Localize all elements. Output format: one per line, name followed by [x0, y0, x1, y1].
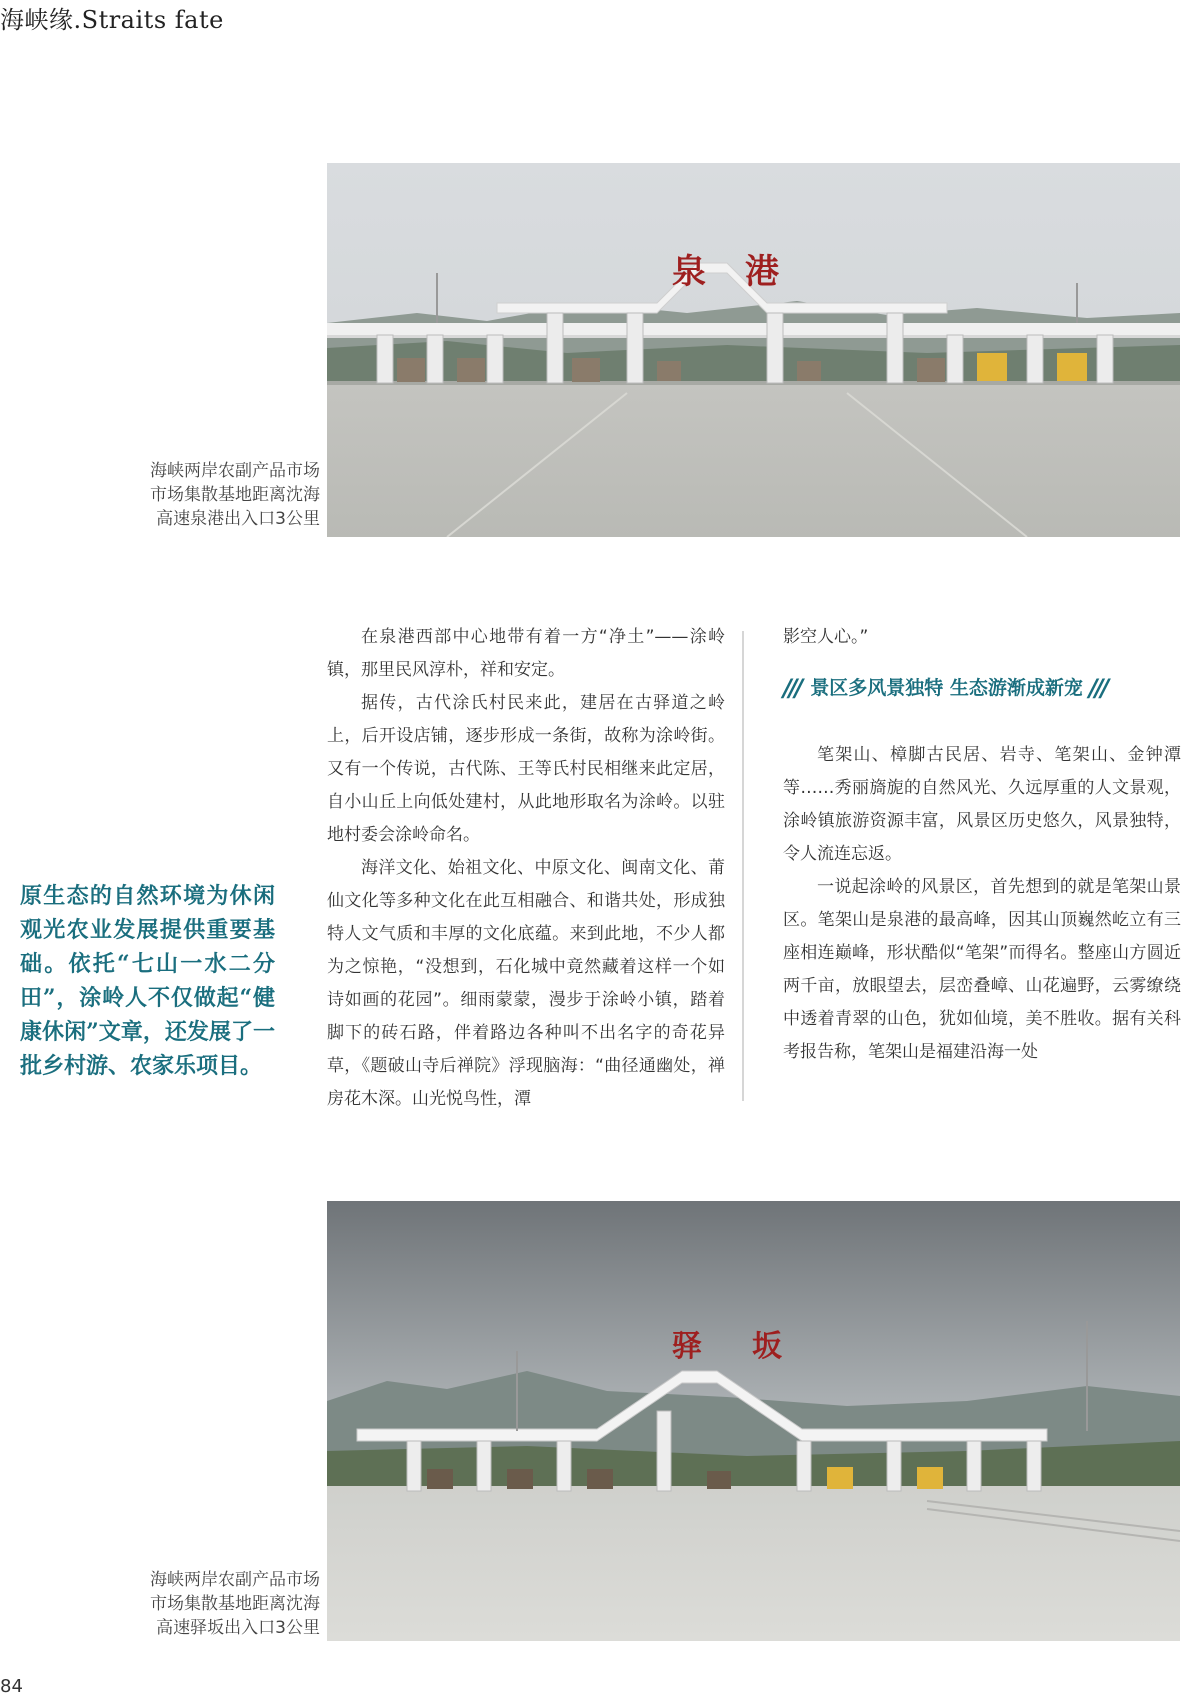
toll-gate-photo-quangang — [327, 163, 1180, 537]
paragraph: 海洋文化、始祖文化、中原文化、闽南文化、莆仙文化等多种文化在此互相融合、和谐共处，形成独特人文气质和丰厚的文化底蕴。来到此地，不少人都为之惊艳，“没想到，石化城中竟然藏着这样一个如诗如画的花园”。细雨蒙蒙，漫步于涂岭小镇，踏着脚下的砖石路，伴着路边各种叫不出名字的奇花异草，《题破山寺后禅院》浮现脑海：“曲径通幽处，禅房花木深。山光悦鸟性，潭 — [327, 858, 725, 1109]
photo-caption-quangang: 海峡两岸农副产品市场市场集散基地距离沈海高速泉港出入口3公里 — [150, 461, 320, 529]
subheading-text: 景区多风景独特 生态游渐成新宠 — [810, 677, 1083, 699]
paragraph: 据传，古代涂氏村民来此，建居在古驿道之岭上，后开设店铺，逐步形成一条街，故称为涂岭街。又有一个传说，古代陈、王等氏村民相继来此定居，自小山丘上向低处建村，从此地形取名为涂岭。以驻地村委会涂岭命名。 — [327, 693, 725, 845]
slash-decoration-right: /// — [1088, 674, 1107, 702]
magazine-header: 海峡缘.Straits fate — [0, 6, 224, 34]
section-subheading — [783, 672, 1181, 705]
article-column-2 — [783, 621, 1181, 1069]
toll-sign-char-1: 泉 — [672, 252, 706, 292]
paragraph: 在泉港西部中心地带有着一方“净土”——涂岭镇，那里民风淳朴，祥和安定。 — [327, 627, 725, 680]
photo-caption-yiban: 海峡两岸农副产品市场市场集散基地距离沈海高速驿坂出入口3公里 — [150, 1570, 320, 1638]
toll-sign-char-2: 坂 — [752, 1329, 782, 1364]
slash-decoration-left: /// — [783, 674, 801, 702]
paragraph-continued: 影空人心。” — [783, 627, 869, 647]
paragraph: 一说起涂岭的风景区，首先想到的就是笔架山景区。笔架山是泉港的最高峰，因其山顶巍然屹立有三座相连巅峰，形状酷似“笔架”而得名。整座山方圆近两千亩，放眼望去，层峦叠嶂、山花遍野，云雾缭绕中透着青翠的山色，犹如仙境，美不胜收。据有关科考报告称，笔架山是福建沿海一处 — [783, 877, 1181, 1062]
toll-sign-char-2: 港 — [745, 252, 779, 292]
toll-sign-char-1: 驿 — [672, 1329, 702, 1364]
paragraph: 笔架山、樟脚古民居、岩寺、笔架山、金钟潭等……秀丽旖旎的自然风光、久远厚重的人文景观，涂岭镇旅游资源丰富，风景区历史悠久，风景独特，令人流连忘返。 — [783, 745, 1181, 864]
page-number: 84 — [0, 1676, 23, 1697]
toll-gate-photo-yiban — [327, 1201, 1180, 1641]
column-divider — [742, 631, 744, 1101]
pull-quote: 原生态的自然环境为休闲观光农业发展提供重要基础。依托“七山一水二分田”，涂岭人不仅做起“健康休闲”文章，还发展了一批乡村游、农家乐项目。 — [20, 883, 275, 1079]
article-column-1 — [327, 621, 725, 1116]
